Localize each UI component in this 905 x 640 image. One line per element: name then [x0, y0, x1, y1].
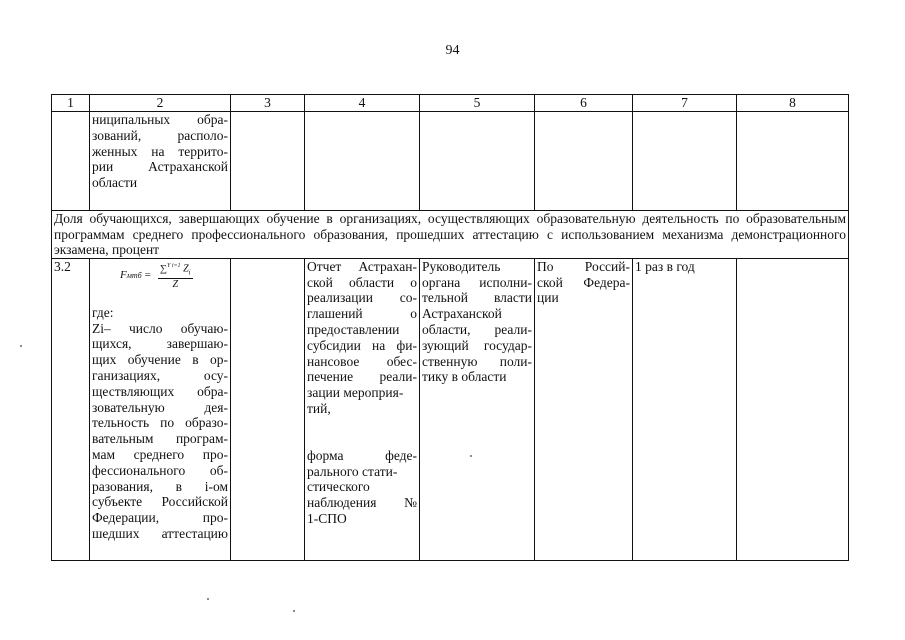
- text-line: зований, располо-: [92, 127, 228, 143]
- text-line: предоставлении: [307, 321, 400, 337]
- table-cell: [633, 112, 737, 211]
- where-label: где:: [92, 304, 114, 320]
- text-line: шедших аттестацию: [92, 525, 228, 541]
- scan-speck: [207, 598, 209, 600]
- text-line: рии Астраханской: [92, 159, 228, 175]
- text-line: области: [92, 175, 138, 191]
- text-line: тий,: [307, 400, 331, 416]
- text-line: щих обучение в ор-: [92, 352, 228, 368]
- text-line: субъекте Российской: [92, 494, 228, 510]
- text-line: области, реали-: [422, 321, 532, 337]
- text-line: печение реали-: [307, 369, 417, 385]
- table-header-row: [52, 95, 849, 112]
- text-line: нансовое обес-: [307, 353, 417, 369]
- territory-cell: [535, 258, 633, 560]
- continuation-text-cell: [90, 112, 231, 211]
- text-line: органа исполни-: [422, 274, 532, 290]
- header-cell: 6: [535, 95, 633, 112]
- header-cell: 7: [633, 95, 737, 112]
- text-line: тику в области: [422, 369, 507, 385]
- text-line: 1-СПО: [307, 510, 347, 526]
- source-cell: [305, 258, 420, 560]
- scan-speck: [293, 610, 295, 612]
- header-cell: 1: [52, 95, 90, 112]
- text-line: ственную поли-: [422, 353, 532, 369]
- row-number: 3.2: [52, 258, 90, 560]
- text-line: щихся, завершаю-: [92, 336, 228, 352]
- text-line: глашений о: [307, 306, 417, 322]
- text-line: ществляющих обра-: [92, 383, 228, 399]
- text-line: рального стати-: [307, 463, 398, 479]
- formula-numerator: ∑$^{Y i=1}$ $Z_i$: [158, 260, 193, 279]
- text-line: наблюдения №: [307, 495, 417, 511]
- formula-eq: =: [144, 268, 151, 281]
- indicator-table: [51, 94, 849, 561]
- text-line: Федерации, про-: [92, 510, 228, 526]
- formula-lhs: F: [120, 268, 127, 281]
- table-row: [52, 112, 849, 211]
- text-line: По Россий-: [537, 258, 630, 274]
- formula-lhs-sub: мтб: [126, 270, 142, 280]
- text-line: разования, в i-ом: [92, 478, 228, 494]
- header-cell: 5: [420, 95, 535, 112]
- scan-speck: [470, 455, 472, 457]
- table-cell: [737, 258, 849, 560]
- table-cell: [231, 258, 305, 560]
- text-line: 1 раз в год: [635, 258, 695, 274]
- text-line: Астраханской: [422, 306, 502, 322]
- responsible-cell: [420, 258, 535, 560]
- text-line: ской области о: [307, 274, 417, 290]
- section-title-row: [52, 211, 849, 259]
- table-cell: [231, 112, 305, 211]
- table-cell: [737, 112, 849, 211]
- text-line: тельной власти: [422, 290, 532, 306]
- text-line: ской Федера-: [537, 274, 630, 290]
- formula-denominator: Z: [172, 279, 178, 291]
- table-row: [52, 258, 849, 560]
- text-line: тельность по образо-: [92, 415, 228, 431]
- text-line: ции: [537, 290, 559, 306]
- formula-fraction: [158, 260, 193, 291]
- text-line: Руководитель: [422, 258, 501, 274]
- header-cell: 4: [305, 95, 420, 112]
- text-line: зующий государ-: [422, 337, 532, 353]
- table-cell: [305, 112, 420, 211]
- text-line: женных на террито-: [92, 143, 228, 159]
- text-line: форма феде-: [307, 447, 417, 463]
- text-line: ганизациях, осу-: [92, 367, 228, 383]
- text-line: реализации со-: [307, 290, 417, 306]
- header-cell: 8: [737, 95, 849, 112]
- table-cell: [420, 112, 535, 211]
- text-line: зации мероприя-: [307, 385, 404, 401]
- text-line: Zi– число обучаю-: [92, 320, 228, 336]
- section-title: Доля обучающихся, завершающих обучение в организациях, осуществляющих образовательную деятельность по образовательным программам среднего профессионального образования, прошедших аттестацию с использованием механизма демонстрационного экзамена, процент: [52, 211, 849, 259]
- table-cell: [52, 112, 90, 211]
- frequency-cell: [633, 258, 737, 560]
- page-number: 94: [445, 43, 460, 58]
- text-line: субсидии на фи-: [307, 337, 417, 353]
- text-line: фессионального об-: [92, 462, 228, 478]
- text-line: вательным програм-: [92, 431, 228, 447]
- text-line: зовательную дея-: [92, 399, 228, 415]
- scan-speck: [20, 345, 22, 347]
- text-line: мам среднего про-: [92, 446, 228, 462]
- header-cell: 3: [231, 95, 305, 112]
- header-cell: 2: [90, 95, 231, 112]
- text-line: стического: [307, 479, 370, 495]
- table-cell: [535, 112, 633, 211]
- text-line: ниципальных обра-: [92, 112, 228, 127]
- formula-cell: [90, 258, 231, 560]
- formula: [92, 259, 228, 293]
- text-line: Отчет Астрахан-: [307, 258, 417, 274]
